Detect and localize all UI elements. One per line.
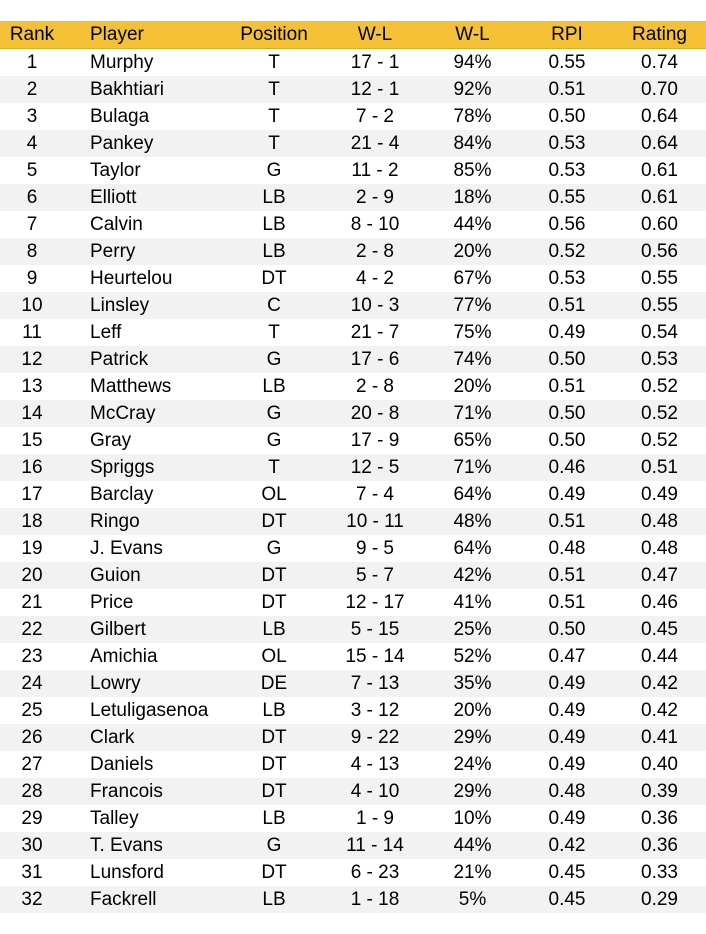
cell-wl-percent: 84% [424, 130, 521, 157]
cell-rank: 4 [0, 130, 64, 157]
cell-wl-record: 1 - 9 [326, 805, 424, 832]
cell-wl-record: 4 - 13 [326, 751, 424, 778]
table-row [0, 400, 706, 427]
cell-rating: 0.40 [613, 751, 706, 778]
cell-wl-record: 2 - 8 [326, 373, 424, 400]
cell-wl-record: 21 - 4 [326, 130, 424, 157]
header-rating: Rating [613, 21, 706, 49]
cell-position: C [222, 292, 326, 319]
rankings-table-container [0, 21, 706, 913]
cell-wl-percent: 29% [424, 724, 521, 751]
cell-rank: 31 [0, 859, 64, 886]
cell-rpi: 0.56 [521, 211, 613, 238]
cell-rating: 0.64 [613, 103, 706, 130]
cell-rank: 11 [0, 319, 64, 346]
table-row [0, 211, 706, 238]
cell-rpi: 0.53 [521, 130, 613, 157]
table-row [0, 319, 706, 346]
table-row [0, 508, 706, 535]
cell-wl-record: 7 - 4 [326, 481, 424, 508]
cell-player: Elliott [64, 184, 222, 211]
cell-position: DE [222, 670, 326, 697]
cell-wl-record: 20 - 8 [326, 400, 424, 427]
cell-rpi: 0.49 [521, 697, 613, 724]
cell-rating: 0.42 [613, 670, 706, 697]
cell-wl-record: 2 - 9 [326, 184, 424, 211]
cell-rank: 10 [0, 292, 64, 319]
cell-position: LB [222, 616, 326, 643]
cell-wl-record: 1 - 18 [326, 886, 424, 913]
cell-rating: 0.60 [613, 211, 706, 238]
cell-position: T [222, 76, 326, 103]
cell-wl-record: 17 - 9 [326, 427, 424, 454]
cell-player: Leff [64, 319, 222, 346]
table-row [0, 643, 706, 670]
cell-rpi: 0.49 [521, 319, 613, 346]
table-row [0, 184, 706, 211]
cell-wl-record: 12 - 17 [326, 589, 424, 616]
cell-position: OL [222, 481, 326, 508]
cell-rating: 0.39 [613, 778, 706, 805]
table-row [0, 130, 706, 157]
cell-rank: 20 [0, 562, 64, 589]
header-wl-record: W-L [326, 21, 424, 49]
table-row [0, 454, 706, 481]
table-row [0, 886, 706, 913]
cell-rank: 16 [0, 454, 64, 481]
header-row [0, 21, 706, 49]
cell-rank: 2 [0, 76, 64, 103]
cell-wl-percent: 25% [424, 616, 521, 643]
table-body [0, 49, 706, 914]
table-row [0, 778, 706, 805]
table-row [0, 751, 706, 778]
cell-rating: 0.52 [613, 373, 706, 400]
cell-position: DT [222, 724, 326, 751]
cell-position: T [222, 130, 326, 157]
cell-position: DT [222, 589, 326, 616]
table-row [0, 562, 706, 589]
cell-rank: 17 [0, 481, 64, 508]
cell-player: Patrick [64, 346, 222, 373]
cell-wl-record: 5 - 15 [326, 616, 424, 643]
cell-wl-percent: 92% [424, 76, 521, 103]
cell-rank: 21 [0, 589, 64, 616]
cell-rank: 13 [0, 373, 64, 400]
cell-position: LB [222, 805, 326, 832]
cell-wl-percent: 44% [424, 832, 521, 859]
cell-position: DT [222, 508, 326, 535]
cell-wl-percent: 75% [424, 319, 521, 346]
cell-rpi: 0.49 [521, 805, 613, 832]
cell-wl-record: 3 - 12 [326, 697, 424, 724]
cell-rating: 0.54 [613, 319, 706, 346]
cell-position: DT [222, 751, 326, 778]
cell-rank: 7 [0, 211, 64, 238]
cell-wl-percent: 64% [424, 535, 521, 562]
cell-wl-percent: 35% [424, 670, 521, 697]
cell-rating: 0.33 [613, 859, 706, 886]
cell-player: Taylor [64, 157, 222, 184]
cell-player: McCray [64, 400, 222, 427]
cell-player: Talley [64, 805, 222, 832]
cell-wl-percent: 20% [424, 373, 521, 400]
table-row [0, 49, 706, 77]
cell-position: T [222, 319, 326, 346]
cell-wl-percent: 77% [424, 292, 521, 319]
cell-rating: 0.61 [613, 184, 706, 211]
cell-wl-record: 7 - 2 [326, 103, 424, 130]
cell-rating: 0.74 [613, 49, 706, 77]
table-row [0, 481, 706, 508]
cell-position: LB [222, 184, 326, 211]
cell-player: Murphy [64, 49, 222, 77]
cell-wl-record: 4 - 10 [326, 778, 424, 805]
cell-player: Bulaga [64, 103, 222, 130]
table-header [0, 21, 706, 49]
header-rpi: RPI [521, 21, 613, 49]
cell-player: Daniels [64, 751, 222, 778]
table-row [0, 103, 706, 130]
cell-rank: 1 [0, 49, 64, 77]
cell-player: Perry [64, 238, 222, 265]
cell-rpi: 0.55 [521, 49, 613, 77]
cell-wl-percent: 21% [424, 859, 521, 886]
cell-rpi: 0.53 [521, 157, 613, 184]
cell-rating: 0.47 [613, 562, 706, 589]
cell-position: DT [222, 859, 326, 886]
cell-wl-percent: 29% [424, 778, 521, 805]
cell-rpi: 0.49 [521, 724, 613, 751]
cell-wl-record: 4 - 2 [326, 265, 424, 292]
cell-rank: 6 [0, 184, 64, 211]
cell-position: G [222, 832, 326, 859]
cell-wl-record: 11 - 14 [326, 832, 424, 859]
table-row [0, 670, 706, 697]
cell-rpi: 0.50 [521, 346, 613, 373]
cell-position: T [222, 49, 326, 77]
cell-wl-record: 2 - 8 [326, 238, 424, 265]
cell-rank: 32 [0, 886, 64, 913]
cell-player: Lunsford [64, 859, 222, 886]
cell-rating: 0.42 [613, 697, 706, 724]
cell-wl-percent: 74% [424, 346, 521, 373]
cell-rpi: 0.50 [521, 427, 613, 454]
cell-rpi: 0.51 [521, 562, 613, 589]
table-row [0, 535, 706, 562]
cell-wl-percent: 94% [424, 49, 521, 77]
cell-wl-record: 6 - 23 [326, 859, 424, 886]
cell-player: Bakhtiari [64, 76, 222, 103]
cell-wl-percent: 20% [424, 238, 521, 265]
cell-position: G [222, 535, 326, 562]
cell-position: G [222, 346, 326, 373]
cell-wl-percent: 52% [424, 643, 521, 670]
cell-position: LB [222, 238, 326, 265]
cell-player: Gray [64, 427, 222, 454]
table-row [0, 697, 706, 724]
header-position: Position [222, 21, 326, 49]
header-wl-percent: W-L [424, 21, 521, 49]
cell-wl-percent: 85% [424, 157, 521, 184]
cell-wl-percent: 18% [424, 184, 521, 211]
cell-player: Gilbert [64, 616, 222, 643]
cell-wl-percent: 71% [424, 400, 521, 427]
table-row [0, 373, 706, 400]
cell-player: Barclay [64, 481, 222, 508]
cell-rating: 0.52 [613, 400, 706, 427]
cell-wl-record: 5 - 7 [326, 562, 424, 589]
cell-rank: 8 [0, 238, 64, 265]
cell-rank: 28 [0, 778, 64, 805]
cell-player: Amichia [64, 643, 222, 670]
table-row [0, 805, 706, 832]
cell-rating: 0.70 [613, 76, 706, 103]
table-row [0, 265, 706, 292]
table-row [0, 859, 706, 886]
cell-position: LB [222, 886, 326, 913]
cell-rpi: 0.46 [521, 454, 613, 481]
cell-rpi: 0.50 [521, 616, 613, 643]
cell-position: LB [222, 211, 326, 238]
cell-player: Calvin [64, 211, 222, 238]
cell-rating: 0.45 [613, 616, 706, 643]
cell-wl-percent: 5% [424, 886, 521, 913]
cell-player: Heurtelou [64, 265, 222, 292]
cell-position: T [222, 454, 326, 481]
cell-wl-percent: 71% [424, 454, 521, 481]
cell-rpi: 0.49 [521, 481, 613, 508]
cell-wl-percent: 42% [424, 562, 521, 589]
cell-rank: 24 [0, 670, 64, 697]
cell-rank: 26 [0, 724, 64, 751]
cell-position: DT [222, 778, 326, 805]
cell-player: T. Evans [64, 832, 222, 859]
cell-position: T [222, 103, 326, 130]
cell-rating: 0.55 [613, 292, 706, 319]
cell-rpi: 0.49 [521, 751, 613, 778]
cell-rating: 0.48 [613, 508, 706, 535]
cell-rating: 0.61 [613, 157, 706, 184]
cell-rank: 25 [0, 697, 64, 724]
cell-rating: 0.51 [613, 454, 706, 481]
cell-wl-percent: 20% [424, 697, 521, 724]
cell-player: Matthews [64, 373, 222, 400]
cell-player: Linsley [64, 292, 222, 319]
cell-rank: 15 [0, 427, 64, 454]
cell-position: OL [222, 643, 326, 670]
cell-rpi: 0.51 [521, 292, 613, 319]
cell-player: Spriggs [64, 454, 222, 481]
cell-rating: 0.41 [613, 724, 706, 751]
player-rankings-table [0, 21, 706, 913]
cell-rating: 0.52 [613, 427, 706, 454]
cell-position: DT [222, 265, 326, 292]
cell-wl-percent: 64% [424, 481, 521, 508]
cell-player: J. Evans [64, 535, 222, 562]
cell-wl-percent: 78% [424, 103, 521, 130]
table-row [0, 427, 706, 454]
cell-wl-percent: 10% [424, 805, 521, 832]
table-row [0, 76, 706, 103]
cell-position: G [222, 427, 326, 454]
cell-wl-percent: 65% [424, 427, 521, 454]
cell-wl-record: 17 - 1 [326, 49, 424, 77]
cell-player: Price [64, 589, 222, 616]
cell-wl-record: 21 - 7 [326, 319, 424, 346]
cell-rpi: 0.45 [521, 859, 613, 886]
cell-rating: 0.55 [613, 265, 706, 292]
cell-rating: 0.56 [613, 238, 706, 265]
cell-rank: 19 [0, 535, 64, 562]
cell-rank: 30 [0, 832, 64, 859]
cell-rating: 0.49 [613, 481, 706, 508]
cell-position: LB [222, 697, 326, 724]
cell-rating: 0.36 [613, 805, 706, 832]
cell-rank: 23 [0, 643, 64, 670]
cell-rating: 0.29 [613, 886, 706, 913]
table-row [0, 157, 706, 184]
cell-player: Fackrell [64, 886, 222, 913]
cell-wl-record: 7 - 13 [326, 670, 424, 697]
table-row [0, 238, 706, 265]
cell-rpi: 0.50 [521, 400, 613, 427]
table-row [0, 724, 706, 751]
cell-player: Ringo [64, 508, 222, 535]
cell-rating: 0.44 [613, 643, 706, 670]
cell-rpi: 0.51 [521, 508, 613, 535]
cell-player: Francois [64, 778, 222, 805]
cell-rpi: 0.49 [521, 670, 613, 697]
cell-rpi: 0.50 [521, 103, 613, 130]
cell-position: LB [222, 373, 326, 400]
header-player: Player [64, 21, 222, 49]
cell-rpi: 0.42 [521, 832, 613, 859]
cell-wl-record: 12 - 5 [326, 454, 424, 481]
cell-wl-record: 10 - 11 [326, 508, 424, 535]
cell-rank: 18 [0, 508, 64, 535]
cell-player: Lowry [64, 670, 222, 697]
cell-wl-record: 10 - 3 [326, 292, 424, 319]
cell-rank: 22 [0, 616, 64, 643]
cell-rpi: 0.48 [521, 535, 613, 562]
cell-player: Guion [64, 562, 222, 589]
cell-rank: 27 [0, 751, 64, 778]
table-row [0, 832, 706, 859]
cell-rpi: 0.48 [521, 778, 613, 805]
cell-wl-record: 9 - 5 [326, 535, 424, 562]
cell-rpi: 0.51 [521, 373, 613, 400]
cell-rating: 0.36 [613, 832, 706, 859]
cell-rating: 0.48 [613, 535, 706, 562]
cell-wl-record: 12 - 1 [326, 76, 424, 103]
cell-rpi: 0.52 [521, 238, 613, 265]
table-row [0, 589, 706, 616]
cell-rating: 0.53 [613, 346, 706, 373]
table-row [0, 346, 706, 373]
cell-wl-percent: 48% [424, 508, 521, 535]
cell-player: Clark [64, 724, 222, 751]
cell-wl-record: 11 - 2 [326, 157, 424, 184]
cell-wl-record: 17 - 6 [326, 346, 424, 373]
cell-wl-record: 8 - 10 [326, 211, 424, 238]
cell-position: G [222, 157, 326, 184]
cell-rpi: 0.53 [521, 265, 613, 292]
cell-rating: 0.46 [613, 589, 706, 616]
header-rank: Rank [0, 21, 64, 49]
cell-rpi: 0.45 [521, 886, 613, 913]
cell-rpi: 0.51 [521, 589, 613, 616]
cell-wl-percent: 41% [424, 589, 521, 616]
cell-rating: 0.64 [613, 130, 706, 157]
cell-player: Letuligasenoa [64, 697, 222, 724]
cell-wl-percent: 24% [424, 751, 521, 778]
cell-wl-record: 15 - 14 [326, 643, 424, 670]
cell-position: G [222, 400, 326, 427]
cell-rank: 12 [0, 346, 64, 373]
cell-wl-record: 9 - 22 [326, 724, 424, 751]
cell-position: DT [222, 562, 326, 589]
cell-rank: 29 [0, 805, 64, 832]
cell-rank: 14 [0, 400, 64, 427]
cell-wl-percent: 67% [424, 265, 521, 292]
cell-rank: 5 [0, 157, 64, 184]
table-row [0, 292, 706, 319]
cell-rank: 9 [0, 265, 64, 292]
cell-rpi: 0.47 [521, 643, 613, 670]
table-row [0, 616, 706, 643]
cell-rank: 3 [0, 103, 64, 130]
cell-rpi: 0.55 [521, 184, 613, 211]
cell-player: Pankey [64, 130, 222, 157]
cell-wl-percent: 44% [424, 211, 521, 238]
cell-rpi: 0.51 [521, 76, 613, 103]
